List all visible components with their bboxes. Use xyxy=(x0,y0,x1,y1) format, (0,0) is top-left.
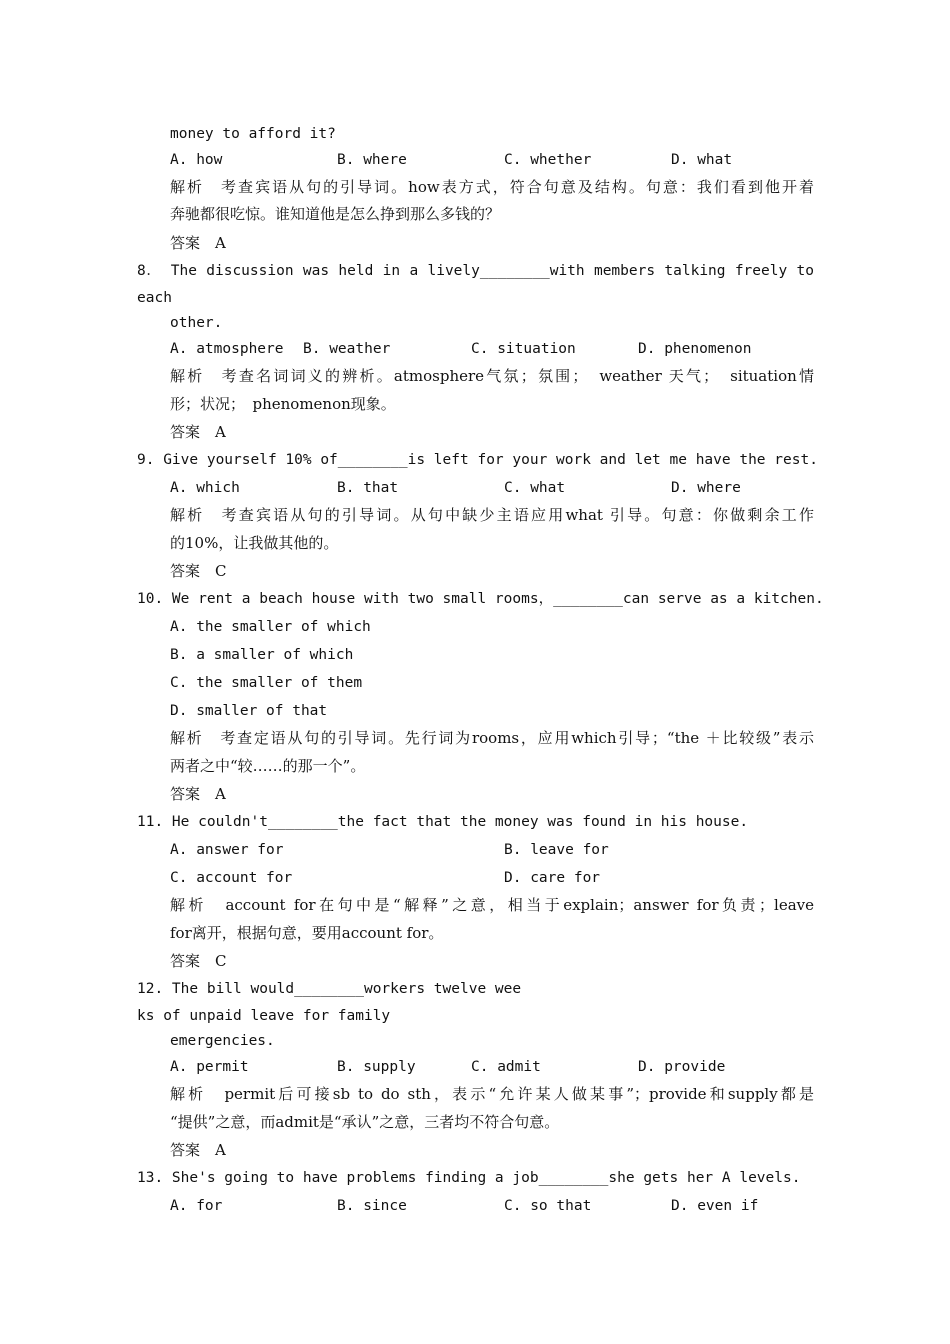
q11-stem: 11. He couldn't________the fact that the money was found in his house. xyxy=(137,814,749,830)
q10-answer: 答案 A xyxy=(170,785,226,803)
q13-stem: 13. She's going to have problems finding a job________she gets her A levels. xyxy=(137,1170,801,1186)
q7-option-d: D. what xyxy=(671,152,733,168)
q10-option-c: C. the smaller of them xyxy=(170,675,363,691)
q12-option-a: A. permit xyxy=(170,1059,249,1075)
q12-stem-line2: ks of unpaid leave for family xyxy=(137,1008,391,1024)
q8-analysis-line1: 解析 考查名词词义的辨析。atmosphere气氛；氛围； weather 天气； situation情 xyxy=(170,367,814,385)
q9-option-b: B. that xyxy=(337,480,399,496)
q8-option-d: D. phenomenon xyxy=(638,341,752,357)
q12-option-b: B. supply xyxy=(337,1059,416,1075)
q11-option-d: D. care for xyxy=(504,870,601,886)
q12-answer: 答案 A xyxy=(170,1141,226,1159)
q7-option-b: B. where xyxy=(337,152,407,168)
q8-option-a: A. atmosphere xyxy=(170,341,284,357)
q8-stem-line3: other. xyxy=(170,315,223,331)
q8-option-c: C. situation xyxy=(471,341,576,357)
q13-option-d: D. even if xyxy=(671,1198,759,1214)
q9-answer: 答案 C xyxy=(170,562,227,580)
q11-option-a: A. answer for xyxy=(170,842,284,858)
q8-analysis-line2: 形；状况； phenomenon现象。 xyxy=(170,395,396,413)
q13-option-b: B. since xyxy=(337,1198,407,1214)
q9-option-a: A. which xyxy=(170,480,240,496)
q12-option-d: D. provide xyxy=(638,1059,726,1075)
q13-option-a: A. for xyxy=(170,1198,223,1214)
q10-stem: 10. We rent a beach house with two small rooms，________can serve as a kitchen. xyxy=(137,591,824,607)
q8-stem-line2: each xyxy=(137,290,172,306)
q9-analysis-line2: 的10%，让我做其他的。 xyxy=(170,534,339,552)
q12-analysis-line1: 解析 permit后可接sb to do sth，表示“允许某人做某事”；provide和supply都是 xyxy=(170,1085,814,1103)
q8-answer: 答案 A xyxy=(170,423,226,441)
q7-option-a: A. how xyxy=(170,152,223,168)
q9-analysis-line1: 解析 考查宾语从句的引导词。从句中缺少主语应用what 引导。句意：你做剩余工作 xyxy=(170,506,814,524)
q11-answer: 答案 C xyxy=(170,952,227,970)
q10-analysis-line2: 两者之中“较……的那一个”。 xyxy=(170,757,366,775)
q8-option-b: B. weather xyxy=(303,341,391,357)
q13-option-c: C. so that xyxy=(504,1198,592,1214)
q10-option-b: B. a smaller of which xyxy=(170,647,354,663)
q7-stem-continued: money to afford it? xyxy=(170,126,336,142)
q11-analysis-line1: 解析 account for在句中是“解释”之意，相当于explain；answer for负责；leave xyxy=(170,896,814,914)
q10-analysis-line1: 解析 考查定语从句的引导词。先行词为rooms，应用which引导；“the ＋比较级”表示 xyxy=(170,729,814,747)
q12-analysis-line2: “提供”之意，而admit是“承认”之意，三者均不符合句意。 xyxy=(170,1113,560,1131)
q9-stem: 9. Give yourself 10% of________is left for your work and let me have the rest. xyxy=(137,452,818,468)
q7-option-c: C. whether xyxy=(504,152,592,168)
q9-option-c: C. what xyxy=(504,480,566,496)
q7-answer: 答案 A xyxy=(170,234,226,252)
q10-option-a: A. the smaller of which xyxy=(170,619,371,635)
q7-analysis-line2: 奔驰都很吃惊。谁知道他是怎么挣到那么多钱的？ xyxy=(170,205,501,223)
q10-option-d: D. smaller of that xyxy=(170,703,328,719)
q7-analysis-line1: 解析 考查宾语从句的引导词。how表方式，符合句意及结构。句意：我们看到他开着 xyxy=(170,178,814,196)
q8-stem-line1: 8． The discussion was held in a lively________with members talking freely to xyxy=(137,263,814,279)
q11-option-c: C. account for xyxy=(170,870,293,886)
q12-stem-line3: emergencies. xyxy=(170,1033,275,1049)
q12-stem-line1: 12. The bill would________workers twelve wee xyxy=(137,981,522,997)
q11-option-b: B. leave for xyxy=(504,842,609,858)
q12-option-c: C. admit xyxy=(471,1059,541,1075)
q11-analysis-line2: for离开，根据句意，要用account for。 xyxy=(170,924,444,942)
q9-option-d: D. where xyxy=(671,480,741,496)
